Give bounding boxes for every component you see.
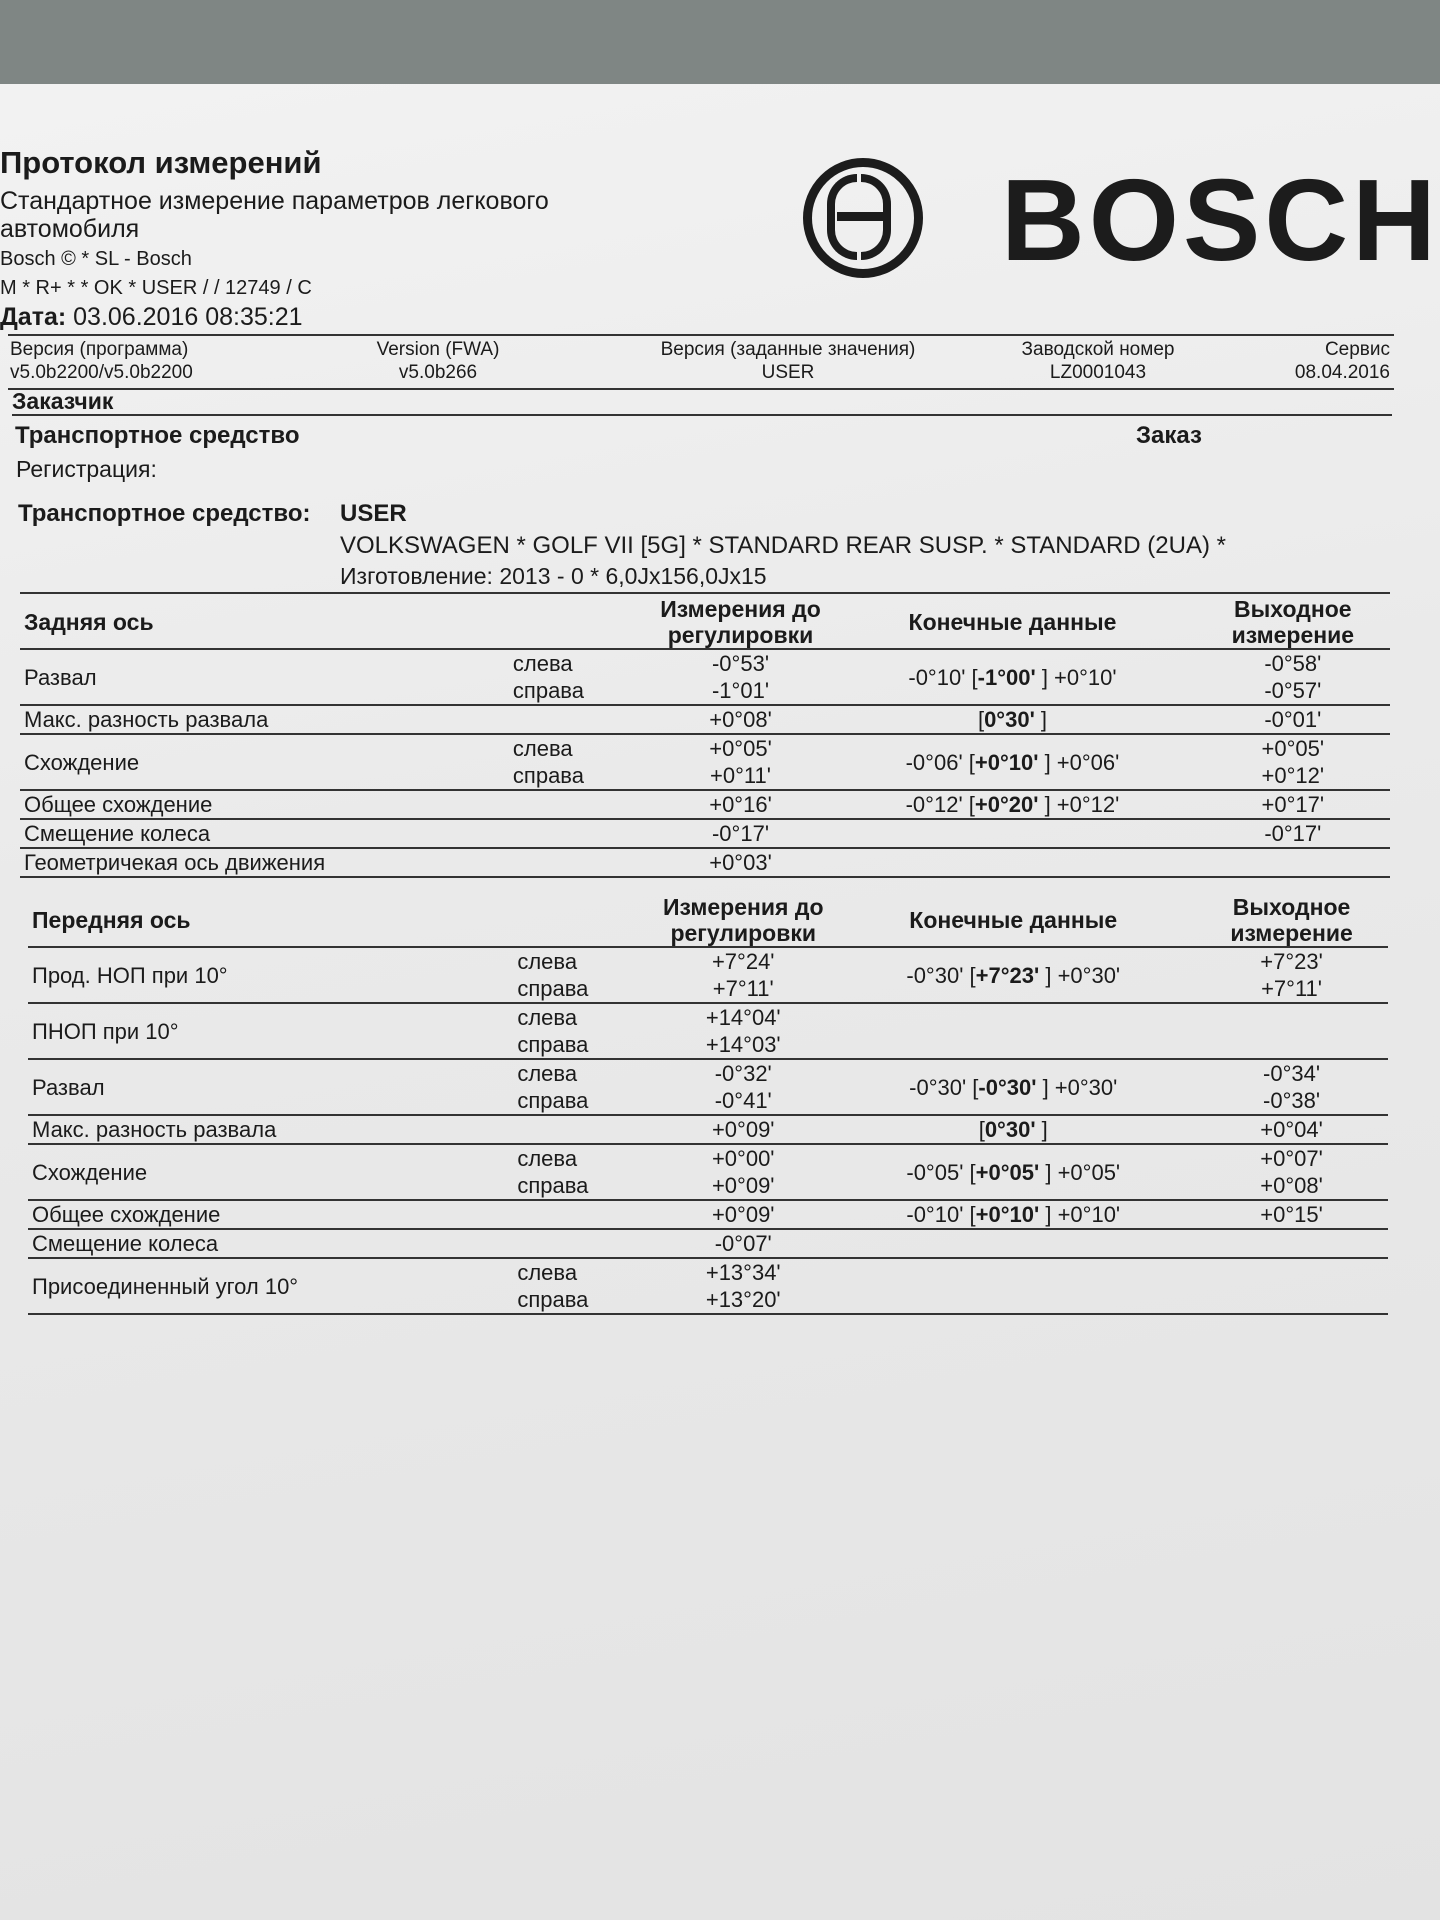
document-subtitle: Стандартное измерение параметров легкового автомобиля [0,187,549,243]
target-lower: -0°30' [ [909,1074,979,1100]
target-nominal: +7°23' [975,962,1040,988]
before-value: +7°24' [711,949,775,974]
target-range [831,1258,1195,1314]
after-value: +0°04' [1260,1117,1323,1142]
before-value: -0°32' [714,1061,772,1086]
fwa-version-label: Version (FWA) [376,339,500,360]
target-range [831,1059,1195,1115]
target-lower: -0°05' [ [906,1159,976,1185]
before-values [655,1115,831,1144]
front-measurement-row [28,947,1388,1003]
after-value: -0°57' [1264,678,1322,703]
side-labels [517,1059,655,1115]
side-label: справа [517,1088,589,1113]
document-title: Протокол измерений [0,145,322,180]
parameter-name: Развал [28,1059,517,1115]
after-value: +0°07' [1260,1146,1323,1171]
rear-measurement-row [20,734,1390,790]
front-header-side-spacer [517,894,655,947]
after-values [1195,947,1388,1003]
before-value: +7°11' [712,976,774,1001]
target-upper: ] +0°06' [1038,749,1120,775]
target-nominal: +0°10' [975,1202,1040,1227]
target-lower: -0°06' [ [905,749,975,775]
side-label: справа [517,1287,589,1312]
before-value: -0°41' [714,1088,772,1113]
after-values [1195,1059,1388,1115]
before-values [655,1059,831,1115]
target-values-version [628,338,948,384]
side-labels [513,734,652,790]
front-measurement-row [28,1144,1388,1200]
date-value: 03.06.2016 08:35:21 [73,303,303,331]
side-label: справа [512,763,584,788]
front-axle-table [28,894,1388,1315]
before-value: -0°07' [714,1231,772,1256]
vehicle-divider [20,592,1390,594]
after-value: -0°38' [1263,1088,1321,1113]
after-value: +0°17' [1261,792,1325,817]
vehicle-user: USER [340,500,407,527]
side-label: слева [517,1146,578,1171]
side-label: слева [517,949,578,974]
before-value: +0°08' [709,707,772,732]
parameter-name: ПНОП при 10° [28,1003,517,1059]
side-labels [513,705,652,734]
before-value: -0°17' [711,821,770,846]
target-range [831,1003,1195,1059]
side-label: справа [517,1173,589,1198]
target-values-version-value: USER [761,362,815,383]
target-range [829,848,1195,877]
target-lower: -0°10' [ [908,664,978,690]
target-values-version-label: Версия (заданные значения) [660,339,916,360]
target-nominal: +0°05' [975,1159,1040,1185]
after-value: -0°17' [1264,821,1322,846]
side-label: справа [517,976,589,1001]
after-value: +0°12' [1261,763,1325,788]
front-measurement-row [28,1059,1388,1115]
before-values [652,848,830,877]
side-labels [517,1003,655,1059]
parameter-name: Прод. НОП при 10° [28,947,517,1003]
parameter-name: Схождение [20,734,513,790]
target-upper: ] [1034,707,1048,732]
meta-line-1: Bosch © * SL - Bosch [0,248,192,270]
before-value: +0°09' [711,1202,775,1227]
after-value: +7°11' [1261,976,1322,1001]
front-measurement-row [28,1258,1388,1314]
target-range [831,1200,1195,1229]
front-axle-header-row [28,894,1388,947]
bosch-logo [803,155,1440,298]
after-values [1195,1229,1388,1258]
document-header [0,145,640,332]
target-nominal: +0°10' [974,749,1039,775]
side-label: слева [517,1260,578,1285]
side-labels [513,848,652,877]
front-col-after-header: Выходное измерение [1195,894,1388,947]
rear-measurement-row [20,790,1390,819]
target-range [829,734,1195,790]
before-value: +13°20' [705,1287,781,1312]
vehicle-heading: Транспортное средство [15,422,300,449]
target-nominal: +0°20' [974,792,1039,817]
side-labels [513,649,652,705]
logo-armature-bar [837,212,889,221]
program-version [10,338,193,384]
side-label: слева [512,736,573,761]
side-labels [517,947,655,1003]
after-values [1196,649,1390,705]
target-range [829,649,1195,705]
version-info-row [8,334,1394,390]
before-value: +13°34' [705,1260,781,1285]
date-line [0,303,640,332]
after-values [1195,1200,1388,1229]
after-values [1196,705,1390,734]
side-label: слева [517,1005,578,1030]
rear-col-after-header: Выходное измерение [1196,596,1390,649]
front-axle-heading: Передняя ось [28,894,517,947]
rear-measurement-row [20,705,1390,734]
side-labels [513,790,652,819]
vehicle-label: Транспортное средство: [18,500,311,527]
side-labels [517,1115,655,1144]
front-measurement-row [28,1003,1388,1059]
target-range [829,705,1195,734]
before-values [655,1144,831,1200]
front-measurement-row [28,1229,1388,1258]
front-col-before-header: Измерения до регулировки [655,894,831,947]
after-values [1196,734,1390,790]
fwa-version [308,338,568,384]
side-labels [513,819,652,848]
date-label: Дата: [0,303,67,331]
service-date [1295,338,1390,384]
program-version-label: Версия (программа) [10,339,189,360]
target-upper: ] +0°10' [1039,1202,1121,1227]
rear-measurement-row [20,819,1390,848]
after-value: -0°34' [1263,1061,1321,1086]
rear-axle-heading: Задняя ось [20,596,513,649]
before-value: +0°16' [709,792,772,817]
target-range [831,1144,1195,1200]
after-values [1196,848,1390,877]
rear-axle-table [20,596,1390,878]
after-values [1195,1003,1388,1059]
side-label: слева [517,1061,578,1086]
logo-wordmark: BOSCH [1001,155,1440,285]
rear-col-before-header: Измерения до регулировки [652,596,830,649]
before-values [655,947,831,1003]
target-upper: ] +0°12' [1038,792,1120,817]
after-values [1195,1144,1388,1200]
before-values [655,1258,831,1314]
after-value: +0°05' [1261,736,1325,761]
service-date-label: Сервис [1324,339,1390,360]
before-value: +0°09' [711,1173,775,1198]
after-value: -0°58' [1264,651,1322,676]
program-version-value: v5.0b2200/v5.0b2200 [10,362,193,383]
target-range [831,947,1195,1003]
side-label: слева [512,651,573,676]
target-range [829,819,1195,848]
target-lower: -0°12' [ [905,792,975,817]
customer-heading: Заказчик [12,388,114,414]
target-range [831,1229,1195,1258]
rear-col-target-header: Конечные данные [829,596,1195,649]
target-range [831,1115,1195,1144]
front-measurement-row [28,1200,1388,1229]
target-upper: ] +0°10' [1035,664,1117,690]
after-values [1196,790,1390,819]
before-value: +0°03' [709,850,772,875]
side-label: справа [512,678,584,703]
after-values [1196,819,1390,848]
target-upper: ] +0°05' [1039,1159,1121,1185]
before-value: +0°11' [710,763,771,788]
rear-axle-header-row [20,596,1390,649]
before-value: +0°00' [711,1146,775,1171]
target-nominal: 0°30' [984,1117,1036,1142]
vehicle-description: VOLKSWAGEN * GOLF VII [5G] * STANDARD REAR SUSP. * STANDARD (2UA) * [340,532,1226,559]
serial-number-value: LZ0001043 [1049,362,1147,383]
serial-number-label: Заводской номер [1021,339,1175,360]
side-labels [517,1229,655,1258]
front-measurement-row [28,1115,1388,1144]
registration-label: Регистрация: [16,456,157,482]
parameter-name: Схождение [28,1144,517,1200]
target-upper: ] [1035,1117,1048,1142]
parameter-name: Развал [20,649,513,705]
side-label: справа [517,1032,589,1057]
before-value: -1°01' [711,678,770,703]
rear-measurement-row [20,848,1390,877]
before-values [652,649,830,705]
before-values [652,790,830,819]
parameter-name: Присоединенный угол 10° [28,1258,517,1314]
target-lower: -0°10' [ [906,1202,976,1227]
rear-measurement-row [20,649,1390,705]
side-labels [517,1144,655,1200]
side-labels [517,1258,655,1314]
customer-divider [12,414,1392,416]
before-values [652,705,830,734]
after-values [1195,1258,1388,1314]
parameter-name: Смещение колеса [28,1229,517,1258]
fwa-version-value: v5.0b266 [398,362,478,383]
before-values [652,819,830,848]
parameter-name: Макс. разность развала [28,1115,517,1144]
target-nominal: -0°30' [978,1074,1037,1100]
before-values [652,734,830,790]
parameter-name: Геометричекая ось движения [20,848,513,877]
parameter-name: Общее схождение [20,790,513,819]
before-value: +0°05' [709,736,772,761]
after-values [1195,1115,1388,1144]
after-value: +0°08' [1260,1173,1323,1198]
before-values [655,1003,831,1059]
serial-number [988,338,1208,384]
before-value: +14°04' [705,1005,781,1030]
vehicle-manufacture: Изготовление: 2013 - 0 * 6,0Jx156,0Jx15 [340,563,767,589]
before-value: -0°53' [711,651,770,676]
rear-header-side-spacer [513,596,652,649]
before-value: +0°09' [711,1117,775,1142]
before-value: +14°03' [705,1032,781,1057]
target-upper: ] +0°30' [1039,962,1121,988]
parameter-name: Макс. разность развала [20,705,513,734]
after-value: -0°01' [1264,707,1322,732]
front-col-target-header: Конечные данные [831,894,1195,947]
side-labels [517,1200,655,1229]
before-values [655,1200,831,1229]
target-nominal: 0°30' [984,707,1035,732]
target-lower: [ [977,707,985,732]
after-value: +7°23' [1260,949,1323,974]
target-range [829,790,1195,819]
after-value: +0°15' [1260,1202,1323,1227]
service-date-value: 08.04.2016 [1294,362,1390,383]
meta-line-2: M * R+ * * OK * USER / / 12749 / C [0,277,312,299]
target-nominal: -1°00' [977,664,1036,690]
target-upper: ] +0°30' [1036,1074,1118,1100]
before-values [655,1229,831,1258]
parameter-name: Общее схождение [28,1200,517,1229]
order-heading: Заказ [1136,422,1202,449]
target-lower: -0°30' [ [906,962,976,988]
target-lower: [ [978,1117,985,1142]
parameter-name: Смещение колеса [20,819,513,848]
